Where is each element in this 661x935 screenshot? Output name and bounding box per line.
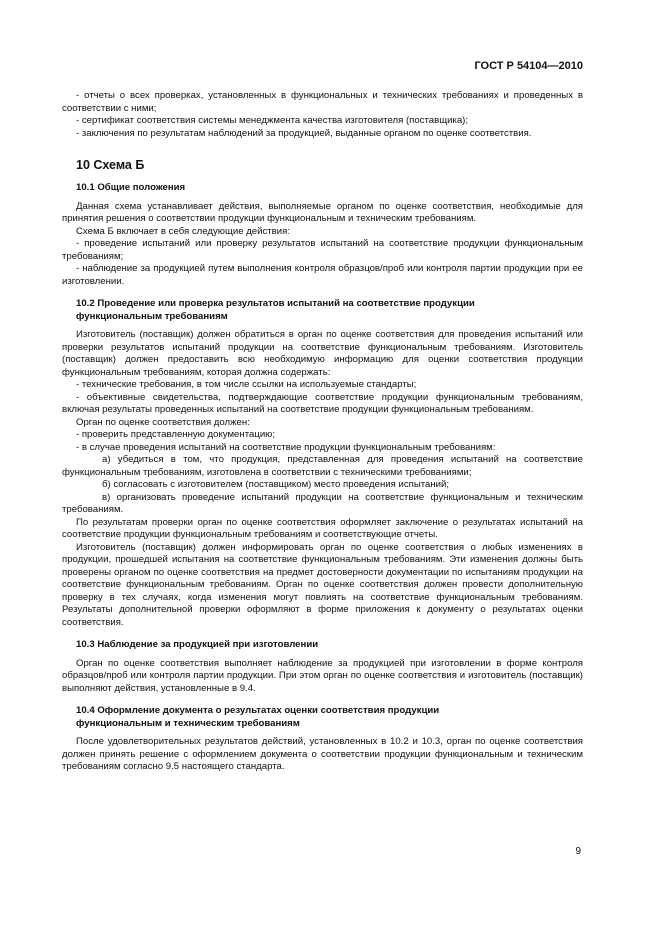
list-item: - в случае проведения испытаний на соответствие продукции функциональным требованиям: <box>76 441 496 453</box>
paragraph: Изготовитель (поставщик) должен информировать орган по оценке соответствия о любых изменениях в продукции, прошедшей испытания на соответствие функциональным требованиям. Эти изменения должны быть проверены органом по оценке соответствия на предмет достоверности документации по испытаниям продукции на соответствие функциональным требованиям. Орган по оценке соответствия должен провести дополнительную проверку в тех случаях, когда изменения могут повлиять на соответствие функциональным требованиям. Результаты дополнительной проверки оформляют в форме приложения к документу о результатах оценки соответствия. <box>62 541 583 628</box>
sub-list-item: а) убедиться в том, что продукция, представленная для проведения испытаний на соответствие функциональным требованиям, изготовлена в соответствии с техническими требованиями; <box>62 454 583 478</box>
section-10-title: 10 Схема Б <box>76 158 145 172</box>
list-item: - наблюдение за продукцией путем выполнения контроля образцов/проб или контроля партии продукции при ее изготовлении. <box>62 263 583 287</box>
paragraph: После удовлетворительных результатов действий, установленных в 10.2 и 10.3, орган по оценке соответствия должен принять решение с оформлением документа о соответствии продукции функциональным и техническим требованиям согласно 9.5 настоящего стандарта. <box>62 736 583 772</box>
page-number: 9 <box>575 846 581 857</box>
paragraph: Орган по оценке соответствия должен: <box>76 416 250 428</box>
subsection-10-3-title: 10.3 Наблюдение за продукцией при изготовлении <box>76 639 319 650</box>
paragraph: Орган по оценке соответствия выполняет наблюдение за продукцией при изготовлении в форме контроля образцов/проб или контроля партии продукции. При этом орган по оценке соответствия и изготовитель (поставщик) выполняют действия, установленные в 9.4. <box>62 657 583 694</box>
subsection-10-4-title <box>76 705 583 730</box>
list-item: - проверить представленную документацию; <box>76 429 276 440</box>
paragraph: Данная схема устанавливает действия, выполняемые органом по оценке соответствия, необходимые для принятия решения о соответствии продукции функциональным и техническим требованиям. <box>62 200 583 224</box>
subsection-10-2-title <box>76 298 583 323</box>
intro-item: - сертификат соответствия системы менеджмента качества изготовителя (поставщика); <box>76 115 469 126</box>
paragraph: Изготовитель (поставщик) должен обратиться в орган по оценке соответствия для проведения испытаний или проверки результатов испытаний продукции на соответствие функциональным требованиям. Изготовитель (поставщик) должен предоставить всю необходимую информацию для оценки соответствия продукции функциональным требованиям, которая должна содержать: <box>62 329 583 378</box>
document-code: ГОСТ Р 54104—2010 <box>474 60 583 72</box>
subsection-title-line: 10.2 Проведение или проверка результатов испытаний на соответствие продукции <box>76 298 475 309</box>
paragraph: По результатам проверки орган по оценке соответствия оформляет заключение о результатах испытаний на соответствие продукции функциональным требованиям и соответствующие отчеты. <box>62 516 583 540</box>
sub-list-item: б) согласовать с изготовителем (поставщиком) место проведения испытаний; <box>102 479 450 490</box>
intro-item: - заключения по результатам наблюдений за продукцией, выданные органом по оценке соответствия. <box>76 127 532 139</box>
subsection-title-line: 10.4 Оформление документа о результатах оценки соответствия продукции <box>76 705 440 716</box>
list-item: - технические требования, в том числе ссылки на используемые стандарты; <box>76 379 417 390</box>
page-content <box>62 90 583 774</box>
subsection-title-line: функциональным и техническим требованиям <box>76 717 300 729</box>
sub-list-item: в) организовать проведение испытаний продукции на соответствие функциональным и техническим требованиям. <box>62 491 583 515</box>
intro-item: - отчеты о всех проверках, установленных в функциональных и технических требованиях и проведенных в соответствии с ними; <box>62 90 583 114</box>
list-item: - объективные свидетельства, подтверждающие соответствие продукции функциональным требованиям, включая результаты проведенных испытаний на соответствие продукции функциональным требованиям. <box>62 391 583 415</box>
list-item: - проведение испытаний или проверку результатов испытаний на соответствие продукции функциональным требованиям; <box>62 238 583 262</box>
paragraph: Схема Б включает в себя следующие действия: <box>76 225 290 237</box>
subsection-10-1-title: 10.1 Общие положения <box>76 182 186 193</box>
subsection-title-line: функциональным требованиям <box>76 310 228 322</box>
